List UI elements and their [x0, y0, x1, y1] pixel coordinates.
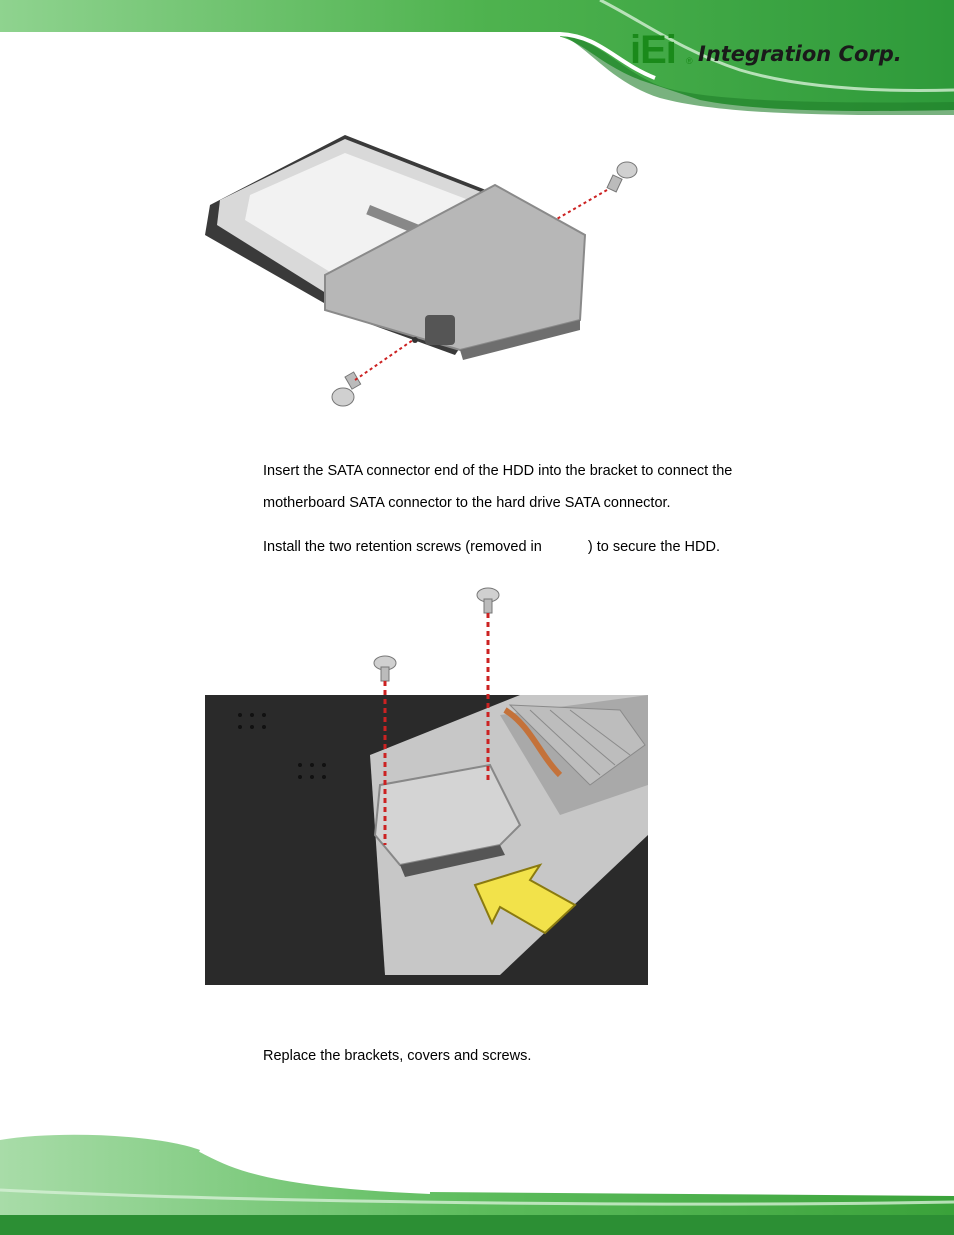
screw-top-icon: [607, 162, 637, 192]
step-install: [263, 538, 720, 556]
company-logo: [630, 28, 920, 78]
logo-mark: iEi: [630, 28, 676, 72]
logo-text: Integration Corp.: [698, 42, 902, 66]
step-insert-line1: Insert the SATA connector end of the HDD into the bracket to connect the: [263, 463, 733, 479]
screw-bottom-icon: [332, 372, 361, 406]
logo-registered: ®: [686, 56, 693, 66]
hdd-bracket-screws-icon: [195, 125, 655, 415]
hdd-install-chassis-icon: [200, 585, 655, 985]
screw-right-icon: [477, 588, 499, 613]
screw-left-icon: [374, 656, 396, 681]
step-install-after: ) to secure the HDD.: [587, 539, 721, 555]
step-insert-line2: motherboard SATA connector to the hard drive SATA connector.: [263, 495, 671, 511]
step-install-before: Install the two retention screws (removed in: [263, 539, 542, 555]
step-replace: Replace the brackets, covers and screws.: [263, 1048, 532, 1064]
footer-decoration: [0, 1130, 954, 1235]
